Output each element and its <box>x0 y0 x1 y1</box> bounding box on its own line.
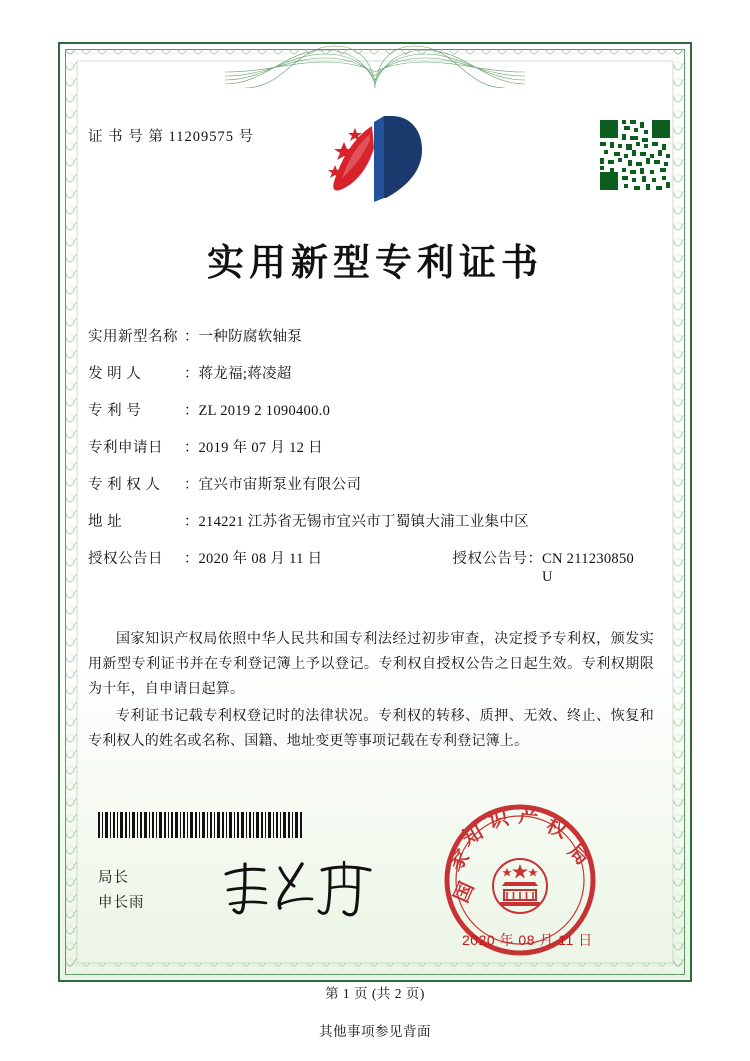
svg-text:识: 识 <box>486 807 511 833</box>
field-colon: ： <box>184 514 199 530</box>
field-value-inventors: 蒋龙福;蒋凌超 <box>198 366 292 382</box>
field-label: 实用新型名称 <box>88 329 178 345</box>
field-label: 地 址 <box>88 514 123 530</box>
field-value-grant-number: CN 211230850 U <box>542 551 635 585</box>
field-colon: ： <box>184 477 199 493</box>
field-row <box>88 513 648 531</box>
signature-title: 局长 <box>98 870 129 886</box>
handwritten-signature-icon <box>218 858 388 920</box>
field-colon: ： <box>184 329 199 345</box>
footer-note: 其他事项参见背面 <box>319 1024 431 1039</box>
field-label: 授权公告日 <box>88 551 163 567</box>
field-value-application-date: 2019 年 07 月 12 日 <box>198 440 323 456</box>
field-row <box>88 476 648 494</box>
field-label-grant-number: 授权公告号 <box>452 551 528 567</box>
field-row <box>88 439 648 457</box>
page-count: 第 1 页 (共 2 页) <box>325 986 425 1001</box>
field-colon: ： <box>184 551 199 567</box>
field-list <box>88 328 648 605</box>
field-row <box>88 402 648 420</box>
field-row <box>88 365 648 383</box>
svg-text:权: 权 <box>542 814 571 843</box>
seal-date: 2020 年 08 月 11 日 <box>462 932 593 948</box>
page-title: 实用新型专利证书 <box>207 243 543 284</box>
field-value-grant-date: 2020 年 08 月 11 日 <box>198 551 323 567</box>
field-label: 专 利 号 <box>88 403 142 419</box>
certificate-body <box>88 627 654 756</box>
svg-text:局: 局 <box>563 839 594 870</box>
field-colon: ： <box>184 440 199 456</box>
field-value-patent-number: ZL 2019 2 1090400.0 <box>198 403 331 419</box>
svg-text:产: 产 <box>517 805 540 830</box>
field-row-grant <box>88 550 648 586</box>
field-colon: ： <box>184 366 199 382</box>
header-ornament <box>225 44 525 88</box>
field-value-address: 214221 江苏省无锡市宜兴市丁蜀镇大浦工业集中区 <box>198 514 529 530</box>
signature-block <box>98 866 145 916</box>
signature-name: 申长雨 <box>98 895 145 911</box>
field-colon: ： <box>527 551 542 567</box>
svg-text:家: 家 <box>444 845 475 876</box>
svg-text:知: 知 <box>458 821 487 851</box>
field-value-patentee: 宜兴市宙斯泵业有限公司 <box>198 477 362 493</box>
body-paragraph-2: 专利证书记载专利权登记时的法律状况。专利权的转移、质押、无效、终止、恢复和专利权人的姓名或名称、国籍、地址变更等事项记载在专利登记簿上。 <box>88 709 654 749</box>
field-label: 专利申请日 <box>88 440 163 456</box>
body-paragraph-1: 国家知识产权局依照中华人民共和国专利法经过初步审查，决定授予专利权，颁发实用新型专利证书并在专利登记簿上予以登记。专利权自授权公告之日起生效。专利权期限为十年，自申请日起算。 <box>88 632 654 697</box>
qr-code-icon <box>598 118 672 192</box>
field-row <box>88 328 648 346</box>
cnipa-logo-icon <box>322 112 430 208</box>
field-label: 发 明 人 <box>88 366 142 382</box>
certificate-number: 证 书 号 第 11209575 号 <box>88 129 255 145</box>
field-value-invention-name: 一种防腐软轴泵 <box>198 329 303 345</box>
field-label: 专 利 权 人 <box>88 477 161 493</box>
barcode-icon <box>98 812 303 838</box>
field-colon: ： <box>184 403 199 419</box>
svg-text:国: 国 <box>450 878 479 907</box>
